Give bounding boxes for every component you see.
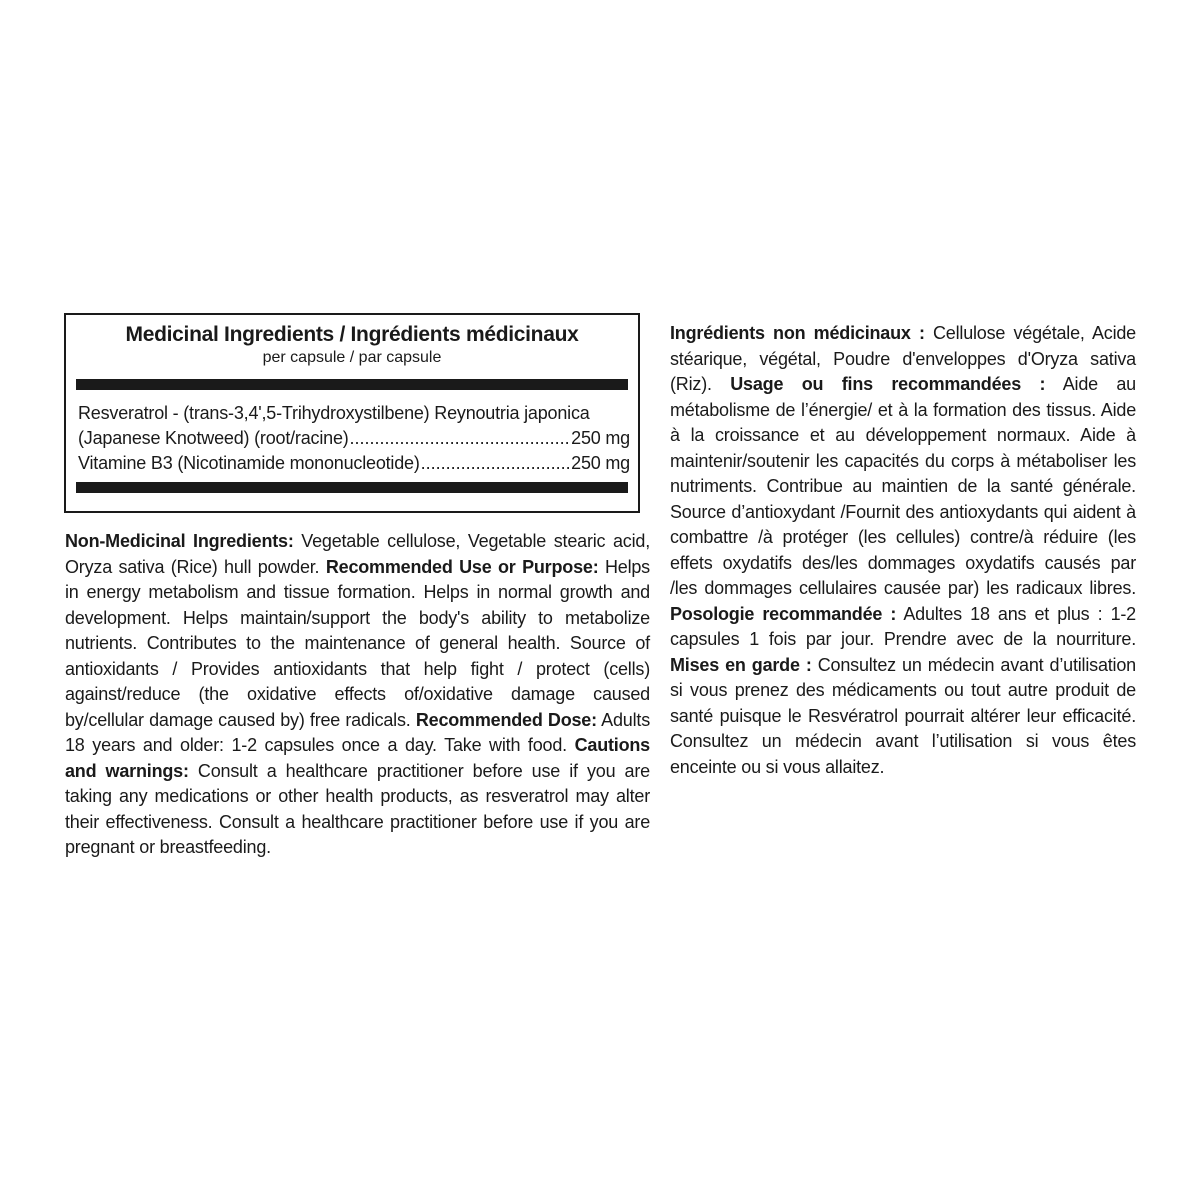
cautions-label-fr: Mises en garde : [670,654,812,675]
dot-leader [421,451,571,476]
top-divider-bar [76,379,628,390]
ingredient-1-row [78,426,630,451]
medicinal-ingredients-panel [64,313,640,513]
ingredient-2-amount: 250 mg [571,453,630,473]
recommended-dose-text-fr: Adultes 18 ans et plus : 1-2 capsules 1 fois par jour. Prendre avec de la nourriture. [670,603,1136,649]
cautions-text: Consult a healthcare practitioner before use if you are taking any medications or other health products, as resveratrol may alter their effectiveness. Consult a healthcare practitioner before use if you are pregnant or breastfeeding. [65,760,650,857]
non-medicinal-label-fr: Ingrédients non médicinaux : [670,323,925,343]
recommended-dose-label-fr: Posologie recommandée : [670,603,897,624]
recommended-use-label: Recommended Use or Purpose: [325,556,599,577]
cautions-label: Cautions and warnings: [65,735,650,781]
medicinal-title: Medicinal Ingredients / Ingrédients médicinaux [125,323,579,346]
english-label-text [65,529,650,861]
non-medicinal-label: Non-Medicinal Ingredients: [65,531,294,551]
ingredient-1-source: (Japanese Knotweed) (root/racine) [78,428,349,448]
ingredient-2-row [78,451,630,476]
french-label-text [670,321,1136,780]
recommended-dose-text: Adults 18 years and older: 1-2 capsules once a day. Take with food. [65,709,650,755]
ingredient-2-name: Vitamine B3 (Nicotinamide mononucleotide) [78,453,420,473]
bottom-divider-bar [76,482,628,493]
dot-leader [350,426,571,451]
recommended-use-label-fr: Usage ou fins recommandées : [730,374,1046,394]
cautions-text-fr: Consultez un médecin avant d’utilisation si vous prenez des médicaments ou tout autre produit de santé puisque le Resvératrol pourrait altérer leur efficacité. Consultez un médecin avant l’utilisation si vous êtes enceinte ou si vous allaitez. [670,654,1136,777]
recommended-use-text-fr: Aide au métabolisme de l’énergie/ et à la formation des tissus. Aide à la croissance et au développement normaux. Aide à maintenir/soutenir les capacités du corps à métaboliser les nutriments. Contribue au maintien de la santé générale. Source d’antioxydant /Fournit des antioxydants qui aident à combattre /à protéger (les cellules) contre/à réduire (les effets oxydatifs des/les dommages oxydatifs causés par /les dommages cellulaires causée par) les radicaux libres. [670,374,1136,598]
ingredient-list [66,401,638,476]
non-medicinal-text-fr: Cellulose végétale, Acide stéarique, végétal, Poudre d'enveloppes d'Oryza sativa (Riz). [670,323,1136,394]
ingredient-1-name: Resveratrol - (trans-3,4',5-Trihydroxystilbene) Reynoutria japonica [78,403,590,423]
medicinal-subtitle: per capsule / par capsule [262,349,442,366]
recommended-dose-label: Recommended Dose: [415,709,597,730]
ingredient-1-amount: 250 mg [571,428,630,448]
non-medicinal-text: Vegetable cellulose, Vegetable stearic acid, Oryza sativa (Rice) hull powder. [65,531,650,577]
recommended-use-text: Helps in energy metabolism and tissue formation. Helps in normal growth and development. Helps maintain/support the body's ability to metabolize nutrients. Contributes to the maintenance of general health. Source of antioxidants / Provides antioxidants that help fight / protect (cells) against/reduce (the oxidative effects of/oxidative damage caused by/cellular damage caused by) free radicals. [65,556,650,730]
